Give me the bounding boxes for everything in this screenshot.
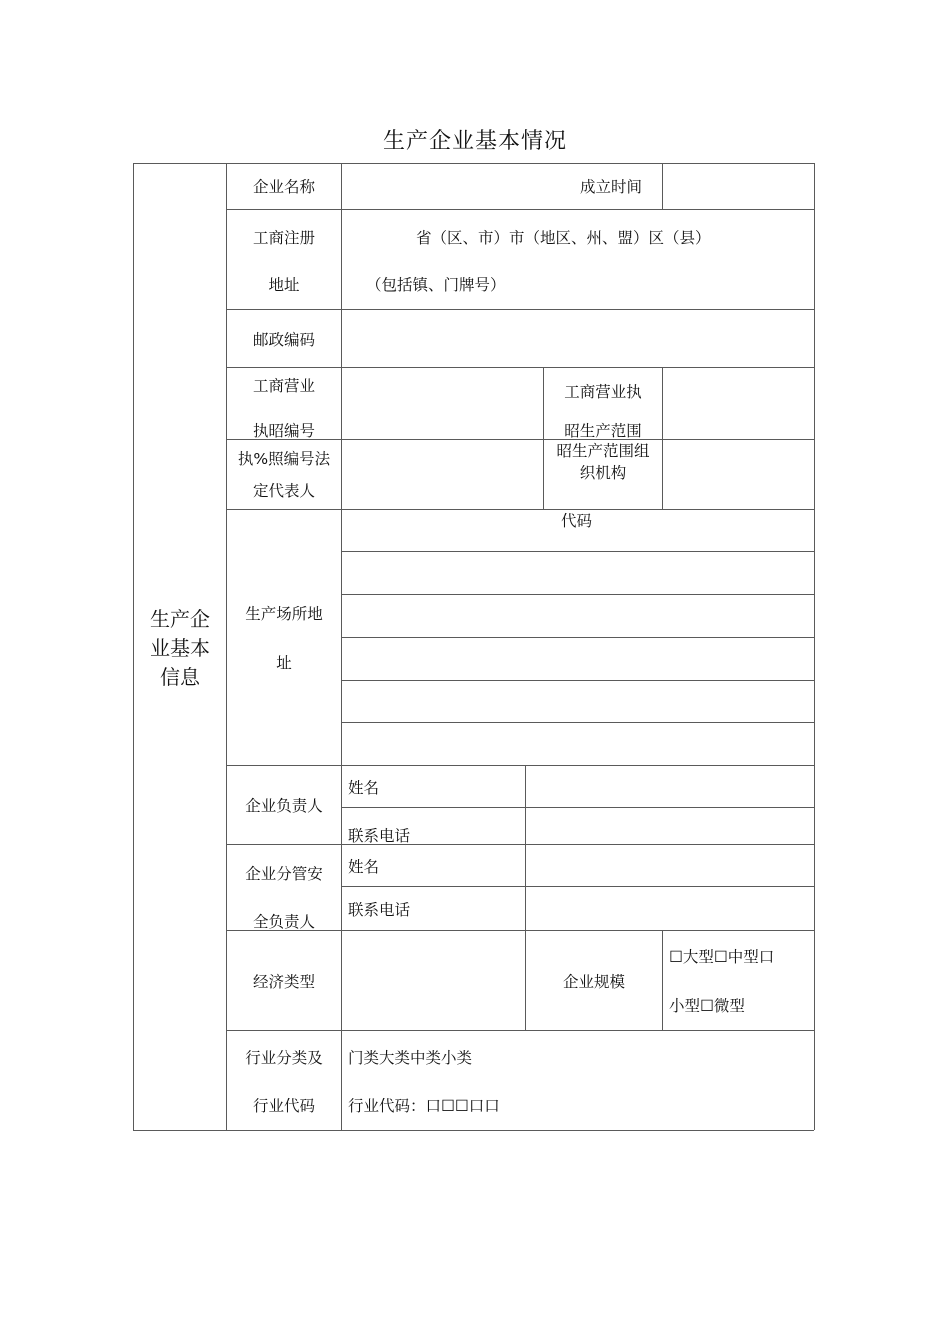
- principal-name-field[interactable]: [526, 766, 814, 807]
- scale-options-line1[interactable]: ☐大型☐中型口: [669, 948, 775, 966]
- postal-code-label: 邮政编码: [252, 331, 315, 349]
- registered-address-label-line2: 地址: [268, 276, 300, 294]
- production-site-label-line2: 址: [276, 654, 292, 672]
- business-license-label-line1: 工商营业: [252, 377, 315, 395]
- industry-code[interactable]: 行业代码：口☐☐口口: [348, 1097, 500, 1115]
- industry-label-line2: 行业代码: [252, 1097, 315, 1115]
- safety-principal-phone-field[interactable]: [526, 887, 814, 930]
- registered-address-label-line1: 工商注册: [252, 229, 315, 247]
- business-license-number-field[interactable]: [342, 368, 543, 439]
- safety-principal-label-line2: 全负责人: [252, 913, 315, 931]
- economic-type-field[interactable]: [342, 931, 525, 1030]
- postal-code-field[interactable]: [342, 310, 814, 367]
- org-code-label-line1: 昭生产范围组: [556, 442, 650, 460]
- established-date-label: 成立时间: [580, 178, 643, 196]
- principal-name-label: 姓名: [348, 779, 380, 797]
- section-label: 生产企 业基本 信息: [150, 607, 210, 689]
- legal-rep-label-line1: 执%照编号法: [237, 450, 331, 468]
- principal-label: 企业负责人: [245, 797, 323, 815]
- org-code-suffix-label: 代码: [561, 512, 593, 530]
- production-site-label-line1: 生产场所地: [245, 605, 323, 623]
- page-title: 生产企业基本情况: [382, 129, 567, 154]
- industry-categories[interactable]: 门类大类中类小类: [348, 1049, 473, 1067]
- established-date-field[interactable]: [663, 164, 814, 209]
- economic-type-label: 经济类型: [252, 973, 315, 991]
- scale-options-line2[interactable]: 小型☐微型: [669, 997, 745, 1015]
- company-name-field[interactable]: [342, 164, 542, 209]
- safety-principal-name-label: 姓名: [348, 858, 380, 876]
- business-license-label-line2: 执昭编号: [252, 422, 315, 440]
- registered-address-line1: 省（区、市）市（地区、州、盟）区（县）: [416, 229, 711, 247]
- scale-label: 企业规模: [562, 973, 625, 991]
- safety-principal-name-field[interactable]: [526, 845, 814, 886]
- safety-principal-label-line1: 企业分管安: [245, 865, 323, 883]
- business-scope-label-line1: 工商营业执: [564, 383, 642, 401]
- business-scope-label-line2: 昭生产范围: [564, 422, 642, 440]
- legal-rep-label-line2: 定代表人: [252, 482, 315, 500]
- org-code-field[interactable]: [663, 440, 814, 509]
- org-code-label-line2: 织机构: [579, 464, 627, 482]
- company-name-label: 企业名称: [252, 178, 315, 196]
- principal-phone-label: 联系电话: [348, 827, 411, 845]
- industry-label-line1: 行业分类及: [245, 1049, 323, 1067]
- safety-principal-phone-label: 联系电话: [348, 901, 411, 919]
- production-site-field[interactable]: [342, 552, 814, 765]
- legal-rep-field[interactable]: [342, 440, 543, 509]
- registered-address-line2: （包括镇、门牌号）: [366, 276, 506, 294]
- principal-phone-field[interactable]: [526, 808, 814, 844]
